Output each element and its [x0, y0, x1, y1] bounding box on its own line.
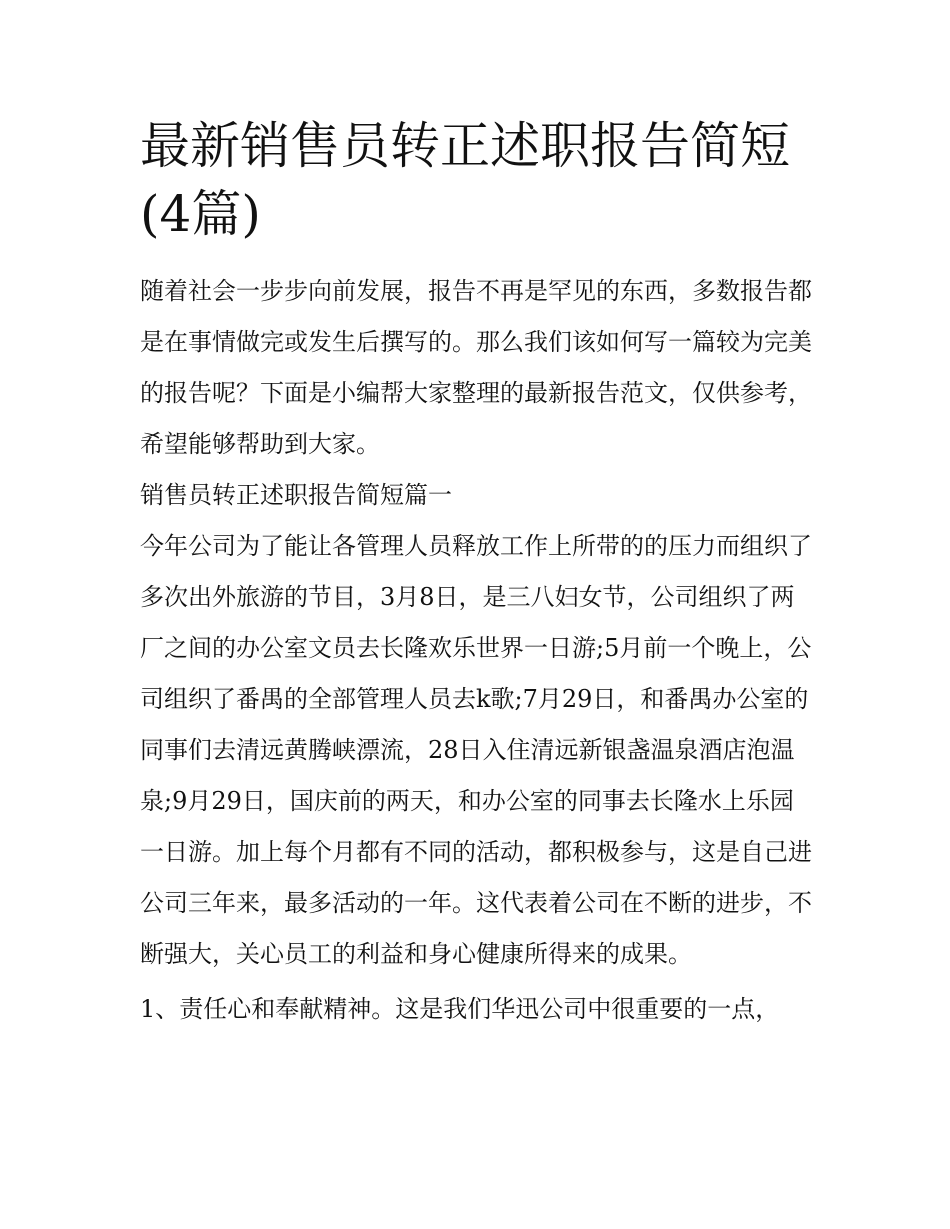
numbered-paragraph: 1、责任心和奉献精神。这是我们华迅公司中很重要的一点， — [140, 995, 780, 1023]
document-body — [140, 112, 812, 1035]
intro-paragraph: 随着社会一步步向前发展，报告不再是罕见的东西，多数报告都是在事情做完或发生后撰写的。那么我们该如何写一篇较为完美的报告呢？下面是小编帮大家整理的最新报告范文，仅供参考，希望能够帮助到大家。 — [140, 277, 812, 458]
document-title: 最新销售员转正述职报告简短(4篇) — [140, 117, 790, 243]
body-paragraph: 今年公司为了能让各管理人员释放工作上所带的的压力而组织了多次出外旅游的节目，3月8日，是三八妇女节，公司组织了两厂之间的办公室文员去长隆欢乐世界一日游;5月前一个晚上，公司组织了番禺的全部管理人员去k歌;7月29日，和番禺办公室的同事们去清远黄腾峡漂流，28日入住清远新银盏温泉酒店泡温泉;9月29日，国庆前的两天，和办公室的同事去长隆水上乐园一日游。加上每个月都有不同的活动，都积极参与，这是自己进公司三年来，最多活动的一年。这代表着公司在不断的进步，不断强大，关心员工的利益和身心健康所得来的成果。 — [140, 532, 812, 968]
section-heading: 销售员转正述职报告简短篇一 — [140, 481, 452, 509]
